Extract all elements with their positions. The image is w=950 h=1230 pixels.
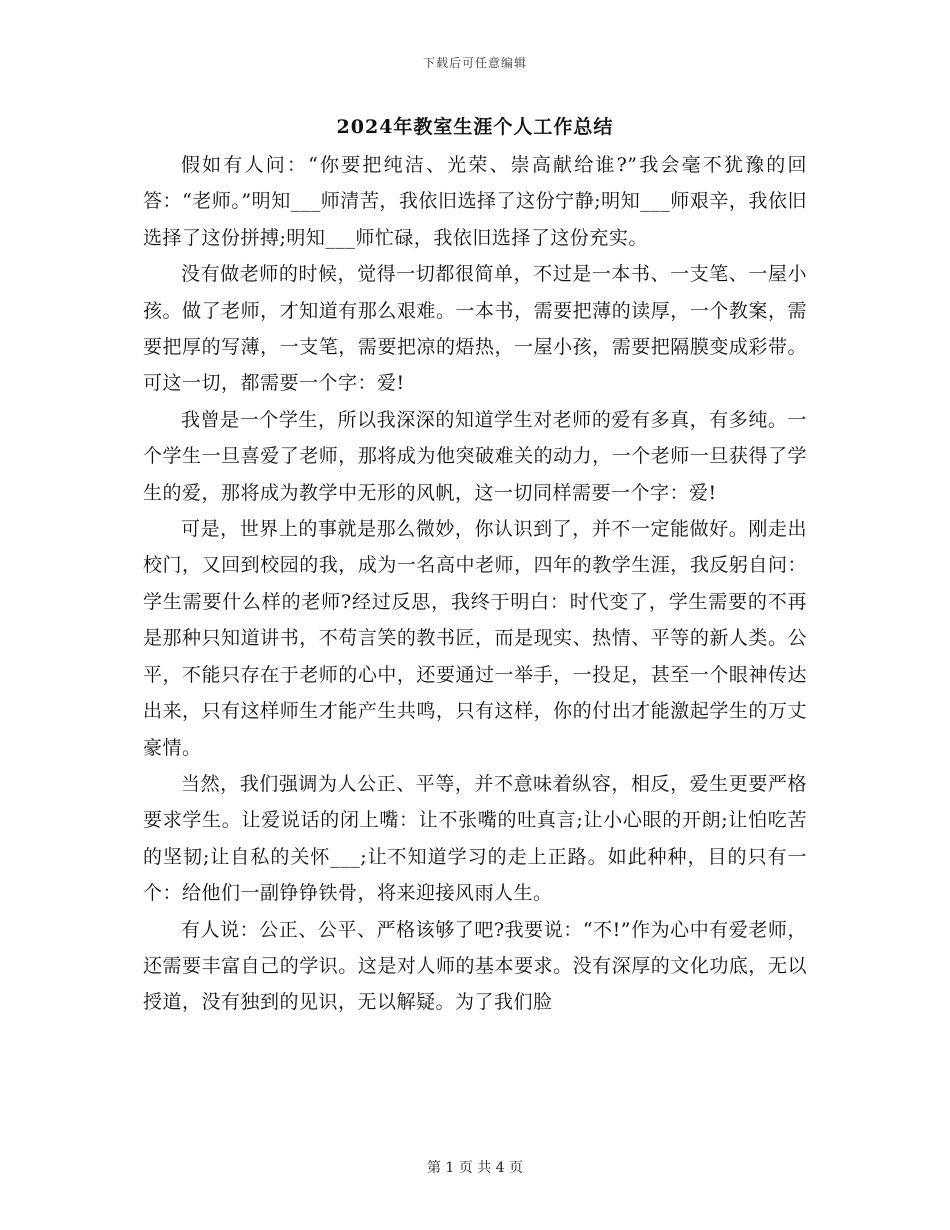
document-title: 2024年教室生涯个人工作总结	[336, 116, 614, 138]
page-header: 下载后可任意编辑	[422, 56, 527, 70]
paragraph: 没有做老师的时候，觉得一切都很简单，不过是一本书、一支笔、一屋小孩。做了老师，才知道有那么艰难。一本书，需要把薄的读厚，一个教案，需要把厚的写薄，一支笔，需要把凉的焐热，一屋小孩，需要把隔膜变成彩带。可这一切，都需要一个字：爱!	[143, 263, 807, 395]
paragraph: 假如有人问：“你要把纯洁、光荣、崇高献给谁?”我会毫不犹豫的回答：“老师。”明知___师清苦，我依旧选择了这份宁静;明知___师艰辛，我依旧选择了这份拼搏;明知___师忙碌，我依旧选择了这份充实。	[143, 154, 807, 249]
paragraph: 可是，世界上的事就是那么微妙，你认识到了，并不一定能做好。刚走出校门，又回到校园的我，成为一名高中老师，四年的教学生涯，我反躬自问：学生需要什么样的老师?经过反思，我终于明白：时代变了，学生需要的不再是那种只知道讲书，不苟言笑的教书匠，而是现实、热情、平等的新人类。公平，不能只存在于老师的心中，还要通过一举手，一投足，甚至一个眼神传达出来，只有这样师生才能产生共鸣，只有这样，你的付出才能激起学生的万丈豪情。	[143, 518, 807, 759]
paragraph: 当然，我们强调为人公正、平等，并不意味着纵容，相反，爱生更要严格要求学生。让爱说话的闭上嘴：让不张嘴的吐真言;让小心眼的开朗;让怕吃苦的坚韧;让自私的关怀___;让不知道学习的走上正路。如此种种，目的只有一个：给他们一副铮铮铁骨，将来迎接风雨人生。	[143, 772, 807, 905]
paragraph: 有人说：公正、公平、严格该够了吧?我要说：“不!”作为心中有爱老师，还需要丰富自己的学识。这是对人师的基本要求。没有深厚的文化功底，无以授道，没有独到的见识，无以解疑。为了我们脸	[143, 918, 807, 1014]
page-number: 第 1 页 共 4 页	[426, 1160, 524, 1176]
paragraph: 我曾是一个学生，所以我深深的知道学生对老师的爱有多真，有多纯。一个学生一旦喜爱了老师，那将成为他突破难关的动力，一个老师一旦获得了学生的爱，那将成为教学中无形的风帆，这一切同样需要一个字：爱!	[143, 408, 807, 504]
document-body	[143, 147, 807, 1021]
